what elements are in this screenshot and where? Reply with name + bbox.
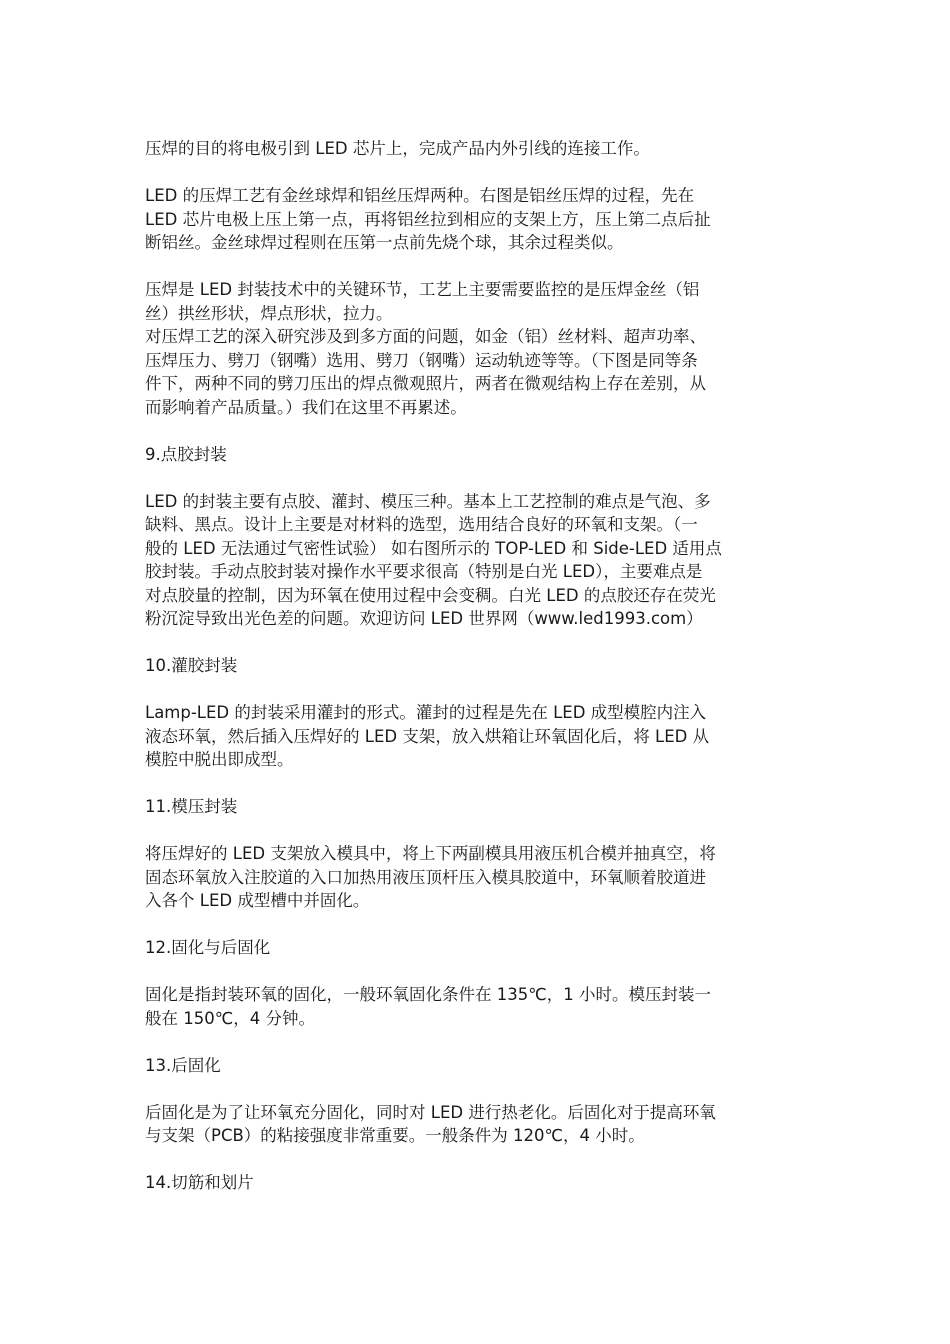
paragraph-molding: 将压焊好的 LED 支架放入模具中，将上下两副模具用液压机合模并抽真空，将 固态环氧放入注胶道的入口加热用液压顶杆压入模具胶道中，环氧顺着胶道进 入各个 LED 成型槽中并固化。 — [145, 844, 716, 910]
paragraph-curing: 固化是指封装环氧的固化，一般环氧固化条件在 135℃，1 小时。模压封装一 般在 150℃，4 分钟。 — [145, 985, 712, 1028]
section-heading-curing: 12.固化与后固化 — [145, 938, 271, 957]
paragraph-bonding-purpose: 压焊的目的将电极引到 LED 芯片上，完成产品内外引线的连接工作。 — [145, 139, 650, 158]
paragraph-potting: Lamp-LED 的封装采用灌封的形式。灌封的过程是先在 LED 成型模腔内注入 液态环氧，然后插入压焊好的 LED 支架，放入烘箱让环氧固化后，将 LED 从 模腔中脱出即成型。 — [145, 703, 710, 769]
section-heading-dispensing: 9.点胶封装 — [145, 444, 227, 464]
section-heading-molding: 11.模压封装 — [145, 797, 238, 816]
section-heading-post-curing: 13.后固化 — [145, 1055, 221, 1075]
paragraph-bonding-research: 对压焊工艺的深入研究涉及到多方面的问题，如金（铝）丝材料、超声功率、 压焊压力、劈刀（钢嘴）选用、劈刀（钢嘴）运动轨迹等等。（下图是同等条 件下，两种不同的劈刀压出的焊点微观照片，两者在微观结构上存在差别，从 而影响着产品质量。）我们在这里不再累述。 — [145, 327, 706, 417]
paragraph-dispensing: LED 的封装主要有点胶、灌封、模压三种。基本上工艺控制的难点是气泡、多 缺料、黑点。设计上主要是对材料的选型，选用结合良好的环氧和支架。（一 般的 LED 无法通过气密性试验） 如右图所示的 TOP-LED 和 Side-LED 适用点 胶封装。手动点胶封装对操作水平要求很高（特别是白光 LED），主要难点是 对点胶量的控制，因为环氧在使用过程中会变稠。白光 LED 的点胶还存在荧光 粉沉淀导致出光色差的问题。欢迎访问 LED 世界网（www.led1993.com） — [145, 491, 722, 628]
section-heading-trimming: 14.切筋和划片 — [145, 1173, 254, 1192]
paragraph-bonding-key: 压焊是 LED 封装技术中的关键环节，工艺上主要需要监控的是压焊金丝（铝 丝）拱丝形状，焊点形状，拉力。 — [145, 280, 700, 323]
paragraph-bonding-process: LED 的压焊工艺有金丝球焊和铝丝压焊两种。右图是铝丝压焊的过程，先在 LED 芯片电极上压上第一点，再将铝丝拉到相应的支架上方，压上第二点后扯 断铝丝。金丝球焊过程则在压第一点前先烧个球，其余过程类似。 — [145, 186, 711, 252]
section-heading-potting: 10.灌胶封装 — [145, 656, 238, 675]
paragraph-post-curing: 后固化是为了让环氧充分固化，同时对 LED 进行热老化。后固化对于提高环氧 与支架（PCB）的粘接强度非常重要。一般条件为 120℃，4 小时。 — [145, 1102, 716, 1145]
document-page — [145, 137, 805, 1218]
